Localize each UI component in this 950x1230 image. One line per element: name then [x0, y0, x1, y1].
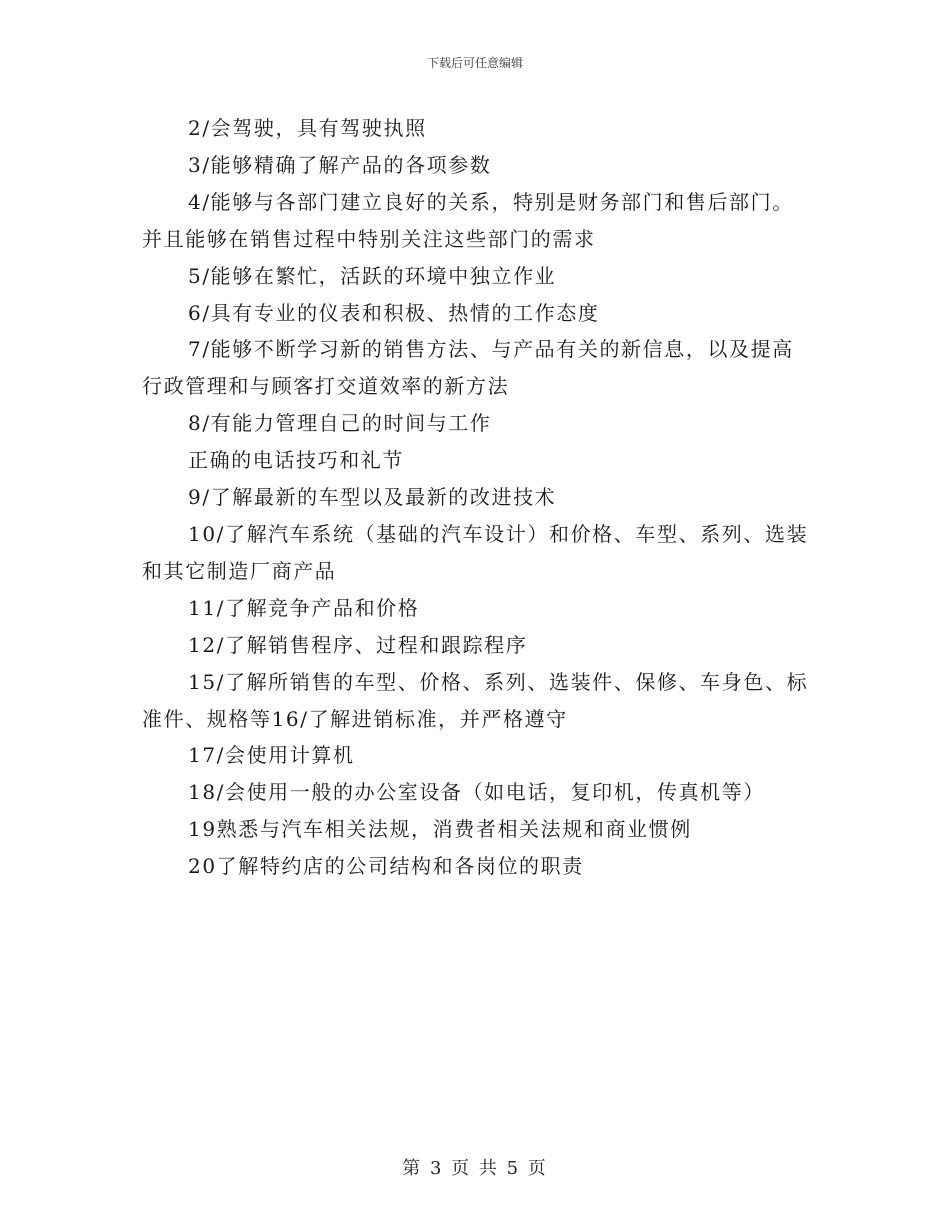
- page-header: 下载后可任意编辑: [426, 56, 523, 70]
- paragraph: 20了解特约店的公司结构和各岗位的职责: [188, 854, 584, 879]
- paragraph: 11/了解竞争产品和价格: [188, 595, 420, 620]
- paragraph: 6/具有专业的仪表和积极、热情的工作态度: [188, 300, 600, 325]
- paragraph: 5/能够在繁忙，活跃的环境中独立作业: [188, 263, 557, 288]
- paragraph: 4/能够与各部门建立良好的关系，特别是财务部门和售后部门。并且能够在销售过程中特别关注这些部门的需求: [142, 189, 794, 251]
- paragraph: 12/了解销售程序、过程和跟踪程序: [188, 632, 528, 657]
- paragraph: 17/会使用计算机: [188, 743, 355, 768]
- paragraph: 9/了解最新的车型以及最新的改进技术: [188, 485, 557, 510]
- paragraph: 2/会驾驶，具有驾驶执照: [188, 116, 427, 140]
- paragraph: 10/了解汽车系统（基础的汽车设计）和价格、车型、系列、选装和其它制造厂商产品: [142, 521, 809, 583]
- paragraph: 正确的电话技巧和礼节: [188, 448, 404, 473]
- paragraph: 8/有能力管理自己的时间与工作: [188, 411, 492, 436]
- paragraph: 18/会使用一般的办公室设备（如电话，复印机，传真机等）: [188, 780, 765, 805]
- paragraph: 3/能够精确了解产品的各项参数: [188, 152, 492, 177]
- page-footer: 第 3 页 共 5 页: [402, 1158, 548, 1179]
- paragraph: 15/了解所销售的车型、价格、系列、选装件、保修、车身色、标准件、规格等16/了解进销标准，并严格遵守: [142, 669, 809, 731]
- paragraph: 7/能够不断学习新的销售方法、与产品有关的新信息，以及提高行政管理和与顾客打交道效率的新方法: [142, 337, 794, 399]
- body-content: [142, 110, 812, 885]
- paragraph: 19熟悉与汽车相关法规，消费者相关法规和商业惯例: [188, 817, 692, 842]
